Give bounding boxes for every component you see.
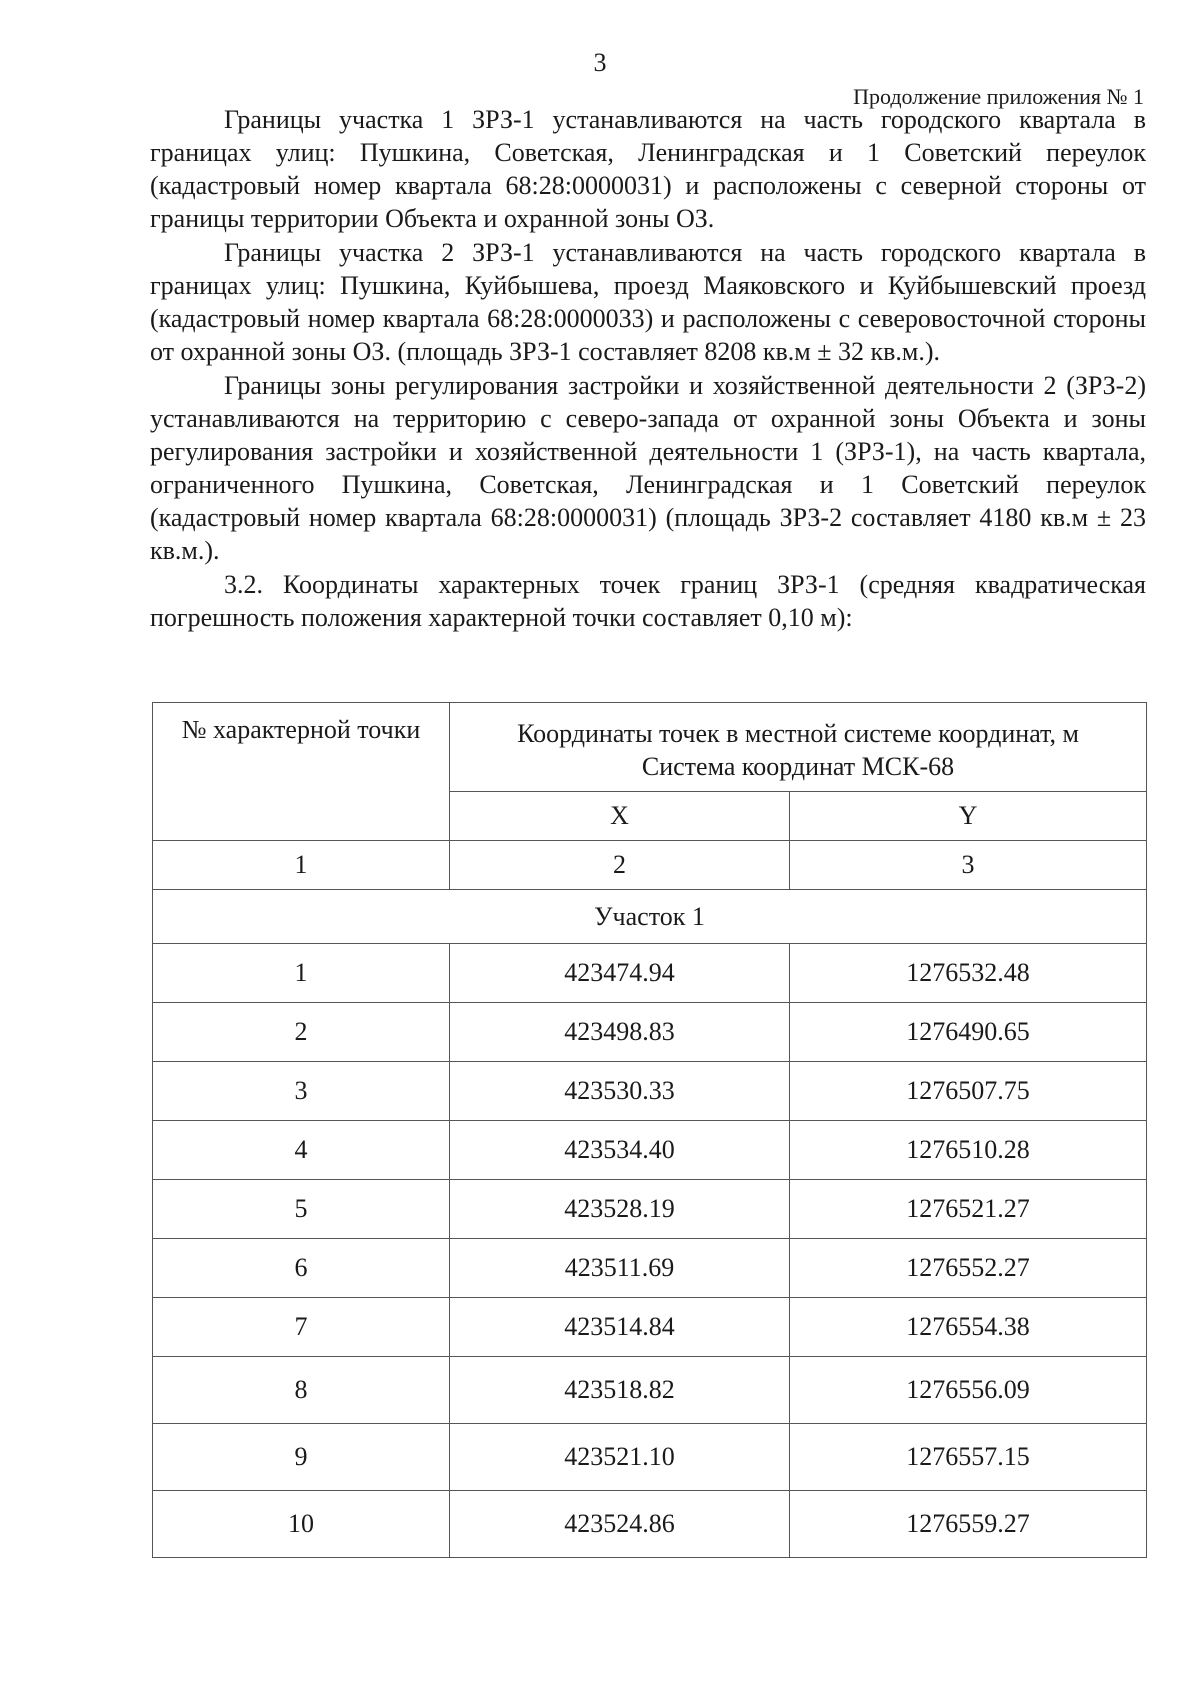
section-row [153, 890, 1147, 944]
point-number: 1 [153, 944, 450, 1003]
x-value: 423514.84 [450, 1298, 790, 1357]
y-value: 1276556.09 [790, 1357, 1147, 1424]
column-index: 1 [153, 841, 450, 890]
table-row [153, 1062, 1147, 1121]
coordinates-table [152, 702, 1147, 1558]
point-number: 10 [153, 1491, 450, 1558]
point-number-header: № характерной точки [153, 703, 450, 841]
table-row [153, 1491, 1147, 1558]
table-row [153, 1298, 1147, 1357]
y-value: 1276557.15 [790, 1424, 1147, 1491]
point-number: 9 [153, 1424, 450, 1491]
y-value: 1276552.27 [790, 1239, 1147, 1298]
table-row [153, 944, 1147, 1003]
paragraph-zone-2: Границы зоны регулирования застройки и хозяйственной деятельности 2 (ЗРЗ-2) устанавливаются на территорию с северо-запада от охранной зоны Объекта и зоны регулирования застройки и хозяйственной деятельности 1 (ЗРЗ-1), на часть квартала, ограниченного Пушкина, Советская, Ленинградская и 1 Советский переулок (кадастровый номер квартала 68:28:0000031) (площадь ЗРЗ-2 составляет 4180 кв.м ± 23 кв.м.). [150, 371, 1146, 565]
coordinates-header [450, 703, 1147, 792]
table-row [153, 1239, 1147, 1298]
column-index-row [153, 841, 1147, 890]
document-body [150, 103, 1146, 634]
continuation-note: Продолжение приложения № 1 [853, 84, 1144, 109]
x-value: 423521.10 [450, 1424, 790, 1491]
x-value: 423528.19 [450, 1180, 790, 1239]
point-number: 5 [153, 1180, 450, 1239]
point-number: 2 [153, 1003, 450, 1062]
coordinates-header-line1: Координаты точек в местной системе координат, м [517, 719, 1079, 748]
paragraph-section-3-2: 3.2. Координаты характерных точек границ ЗРЗ-1 (средняя квадратическая погрешность положения характерной точки составляет 0,10 м): [150, 570, 1146, 632]
table-row [153, 1003, 1147, 1062]
paragraph-plot-1: Границы участка 1 ЗРЗ-1 устанавливаются на часть городского квартала в границах улиц: Пушкина, Советская, Ленинградская и 1 Советский переулок (кадастровый номер квартала 68:28:0000031) и расположены с северной стороны от границы территории Объекта и охранной зоны ОЗ. [150, 105, 1146, 233]
x-value: 423474.94 [450, 944, 790, 1003]
point-number: 7 [153, 1298, 450, 1357]
y-value: 1276532.48 [790, 944, 1147, 1003]
page-number: 3 [593, 48, 607, 77]
y-value: 1276507.75 [790, 1062, 1147, 1121]
table-header-row [153, 703, 1147, 792]
x-axis-header: X [450, 792, 790, 841]
table-row [153, 1121, 1147, 1180]
table-row [153, 1424, 1147, 1491]
point-number: 6 [153, 1239, 450, 1298]
point-number: 3 [153, 1062, 450, 1121]
section-title: Участок 1 [153, 890, 1147, 944]
y-value: 1276490.65 [790, 1003, 1147, 1062]
x-value: 423534.40 [450, 1121, 790, 1180]
point-number: 4 [153, 1121, 450, 1180]
y-value: 1276510.28 [790, 1121, 1147, 1180]
table-row [153, 1357, 1147, 1424]
x-value: 423530.33 [450, 1062, 790, 1121]
x-value: 423524.86 [450, 1491, 790, 1558]
y-axis-header: Y [790, 792, 1147, 841]
y-value: 1276521.27 [790, 1180, 1147, 1239]
table-row [153, 1180, 1147, 1239]
paragraph-plot-2: Границы участка 2 ЗРЗ-1 устанавливаются на часть городского квартала в границах улиц: Пушкина, Куйбышева, проезд Маяковского и Куйбышевский проезд (кадастровый номер квартала 68:28:0000033) и расположены с северовосточной стороны от охранной зоны ОЗ. (площадь ЗРЗ-1 составляет 8208 кв.м ± 32 кв.м.). [150, 238, 1146, 366]
column-index: 3 [790, 841, 1147, 890]
point-number: 8 [153, 1357, 450, 1424]
x-value: 423498.83 [450, 1003, 790, 1062]
y-value: 1276554.38 [790, 1298, 1147, 1357]
x-value: 423518.82 [450, 1357, 790, 1424]
y-value: 1276559.27 [790, 1491, 1147, 1558]
coordinates-header-line2: Система координат МСК-68 [641, 752, 955, 781]
x-value: 423511.69 [450, 1239, 790, 1298]
column-index: 2 [450, 841, 790, 890]
